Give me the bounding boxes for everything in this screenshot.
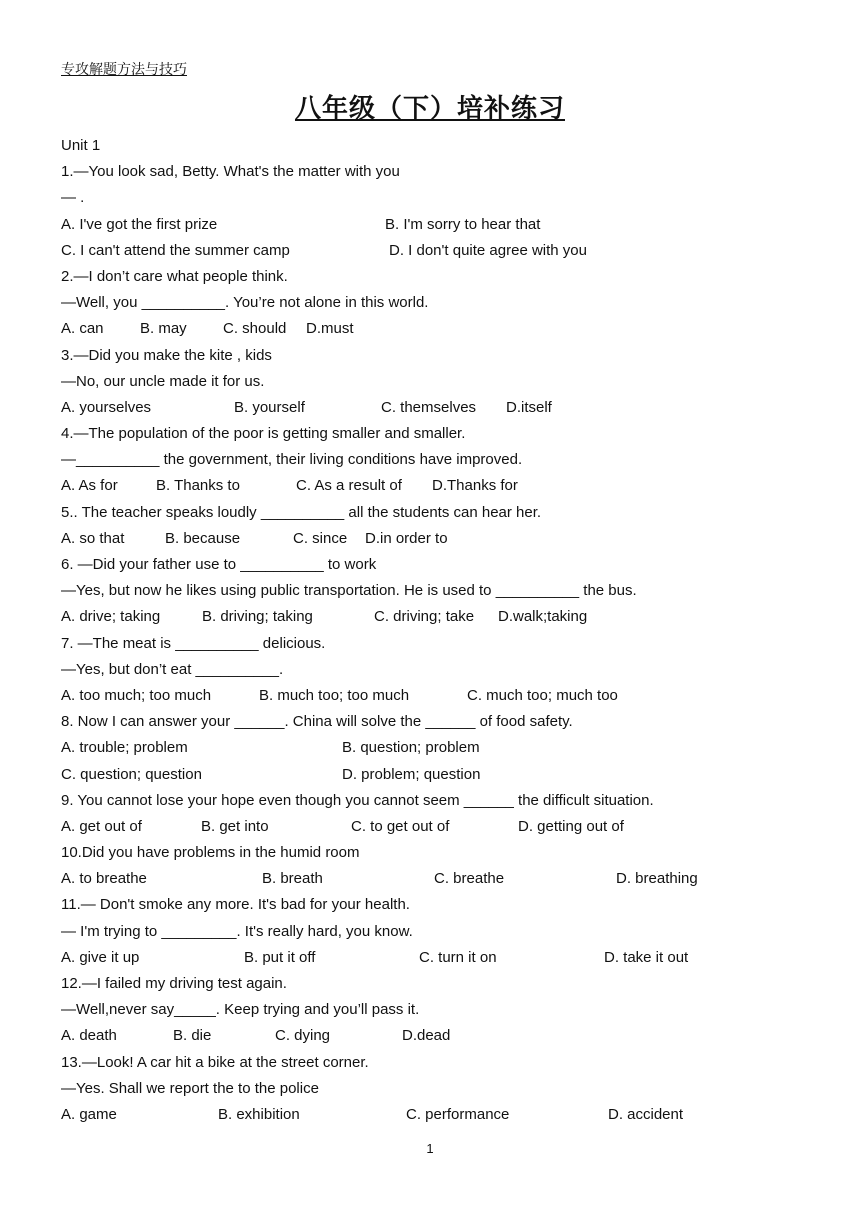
answer-option: C. themselves (381, 398, 477, 416)
question-12 (61, 971, 821, 1050)
answer-option: D.itself (506, 398, 552, 416)
options-row (61, 1102, 821, 1128)
page-header: 专攻解题方法与技巧 (61, 61, 187, 77)
options-row (61, 238, 821, 264)
question-stem: 2.—I don’t care what people think. (61, 267, 288, 285)
answer-option: A. drive; taking (61, 608, 161, 626)
question-stem: 7. —The meat is __________ delicious. (61, 634, 326, 652)
answer-option: D.must (306, 320, 354, 338)
question-stem: 9. You cannot lose your hope even though you cannot seem ______ the difficult situation. (61, 791, 654, 809)
answer-option: D. getting out of (518, 817, 624, 835)
answer-option: C. much too; much too (467, 686, 618, 704)
question-dialogue-line: —Yes. Shall we report the to the police (61, 1079, 319, 1097)
exercise-content (61, 133, 821, 1128)
answer-option: D. breathing (616, 870, 698, 888)
question-dialogue-line: —No, our uncle made it for us. (61, 372, 265, 390)
answer-option: A. can (61, 320, 104, 338)
question-stem: 8. Now I can answer your ______. China will solve the ______ of food safety. (61, 713, 573, 731)
page-number: 1 (426, 1141, 434, 1156)
question-dialogue-line: — I'm trying to _________. It's really hard, you know. (61, 922, 413, 940)
options-row (61, 212, 821, 238)
answer-option: C. dying (275, 1027, 331, 1045)
options-row (61, 762, 821, 788)
answer-option: B. Thanks to (156, 477, 240, 495)
answer-option: B. I'm sorry to hear that (385, 215, 541, 233)
answer-option: B. yourself (234, 398, 305, 416)
answer-option: B. get into (201, 817, 269, 835)
answer-option: B. may (140, 320, 187, 338)
question-stem: 3.—Did you make the kite , kids (61, 346, 272, 364)
options-row (61, 866, 821, 892)
answer-option: B. because (165, 529, 241, 547)
answer-option: B. exhibition (218, 1105, 300, 1123)
answer-option: B. question; problem (342, 739, 480, 757)
answer-option: D. I don't quite agree with you (389, 241, 587, 259)
answer-option: C. since (293, 529, 348, 547)
options-row (61, 604, 821, 630)
question-stem: 1.—You look sad, Betty. What's the matter with you (61, 163, 400, 181)
answer-option: D.in order to (365, 529, 448, 547)
options-row (61, 316, 821, 342)
answer-option: A. As for (61, 477, 118, 495)
question-stem: 13.—Look! A car hit a bike at the street corner. (61, 1053, 369, 1071)
question-11 (61, 892, 821, 971)
page-title: 八年级（下）培补练习 (294, 93, 565, 123)
answer-option: A. get out of (61, 817, 142, 835)
answer-option: D.dead (402, 1027, 451, 1045)
options-row (61, 1023, 821, 1049)
answer-option: C. turn it on (419, 948, 497, 966)
answer-option: B. driving; taking (202, 608, 313, 626)
question-stem: 11.— Don't smoke any more. It's bad for your health. (61, 896, 410, 914)
options-row (61, 473, 821, 499)
answer-option: C. question; question (61, 765, 202, 783)
answer-option: A. I've got the first prize (61, 215, 218, 233)
answer-option: C. As a result of (296, 477, 402, 495)
answer-option: D. accident (608, 1105, 684, 1123)
question-9 (61, 788, 821, 840)
question-3 (61, 343, 821, 422)
answer-option: A. trouble; problem (61, 739, 188, 757)
question-4 (61, 421, 821, 500)
question-stem: 4.—The population of the poor is getting smaller and smaller. (61, 425, 466, 443)
answer-option: C. should (223, 320, 287, 338)
answer-option: B. breath (262, 870, 323, 888)
options-row (61, 683, 821, 709)
question-stem: 12.—I failed my driving test again. (61, 975, 287, 992)
question-dialogue-line: —Well,never say_____. Keep trying and you’ll pass it. (61, 1001, 420, 1019)
answer-option: A. death (61, 1027, 117, 1045)
options-row (61, 814, 821, 840)
question-1 (61, 159, 821, 264)
question-stem: 5.. The teacher speaks loudly __________ all the students can hear her. (61, 503, 542, 521)
question-5 (61, 500, 821, 552)
question-13 (61, 1050, 821, 1129)
answer-option: A. so that (61, 529, 125, 547)
unit-heading: Unit 1 (61, 137, 101, 154)
options-row (61, 945, 821, 971)
answer-option: C. performance (406, 1105, 510, 1123)
question-7 (61, 631, 821, 710)
question-2 (61, 264, 821, 343)
options-row (61, 526, 821, 552)
answer-option: C. driving; take (374, 608, 475, 626)
question-10 (61, 840, 821, 892)
question-dialogue-line: — . (61, 189, 85, 207)
answer-option: C. I can't attend the summer camp (61, 241, 290, 259)
answer-option: D.Thanks for (432, 477, 518, 495)
answer-option: B. put it off (244, 948, 316, 966)
question-dialogue-line: —Yes, but now he likes using public transportation. He is used to __________ the bus. (61, 582, 637, 600)
answer-option: A. yourselves (61, 398, 152, 416)
answer-option: A. to breathe (61, 870, 147, 888)
question-stem: 6. —Did your father use to __________ to work (61, 556, 377, 573)
answer-option: A. give it up (61, 948, 140, 966)
answer-option: C. breathe (434, 870, 505, 888)
question-dialogue-line: —Well, you __________. You’re not alone in this world. (61, 294, 429, 312)
question-8 (61, 709, 821, 788)
question-dialogue-line: —Yes, but don’t eat __________. (61, 660, 284, 678)
answer-option: B. die (173, 1027, 212, 1045)
options-row (61, 735, 821, 761)
answer-option: B. much too; too much (259, 686, 410, 704)
answer-option: A. game (61, 1105, 117, 1123)
question-6 (61, 552, 821, 631)
answer-option: C. to get out of (351, 817, 450, 835)
answer-option: D. take it out (604, 948, 689, 966)
question-stem: 10.Did you have problems in the humid room (61, 844, 360, 862)
answer-option: D. problem; question (342, 765, 481, 783)
answer-option: D.walk;taking (498, 608, 588, 626)
question-dialogue-line: —__________ the government, their living conditions have improved. (61, 451, 523, 469)
answer-option: A. too much; too much (61, 686, 212, 704)
options-row (61, 395, 821, 421)
